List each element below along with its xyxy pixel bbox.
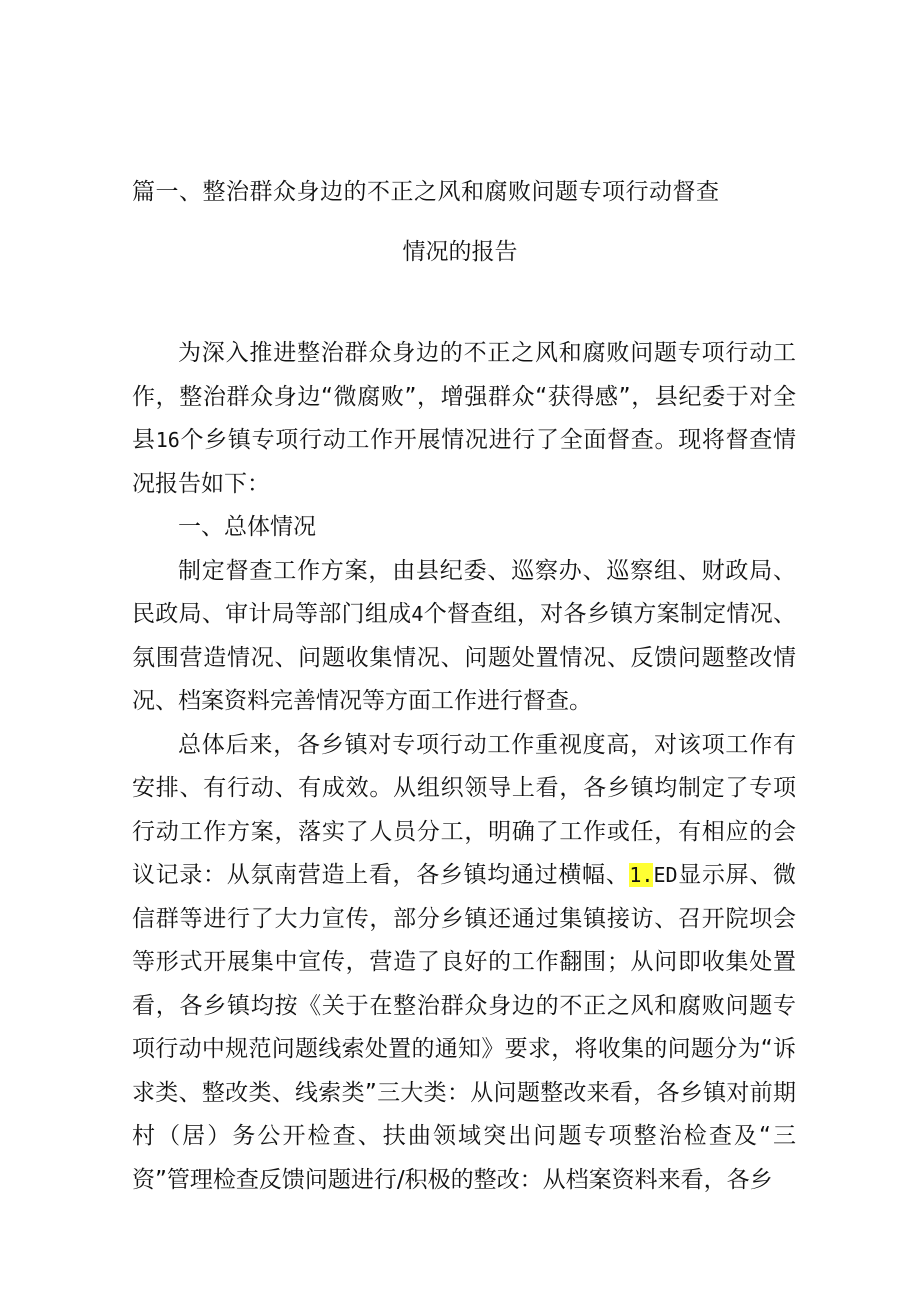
group-count: 4 — [411, 602, 424, 626]
section-heading-overview: 一、总体情况 — [178, 514, 316, 540]
document-title-line-2: 情况的报告 — [402, 239, 518, 265]
plan-paragraph — [132, 550, 796, 724]
highlighted-text: 1. — [629, 863, 654, 887]
intro-text-part-1: 为深入推进整治群众身边的不正之风和腐败问题专项行动工作，整治群众身边“微腐败”，增强群众“获得感”，县纪委于对全县 — [132, 340, 796, 453]
summary-paragraph — [132, 724, 796, 1203]
document-body — [132, 332, 796, 1202]
led-text: ED — [653, 863, 678, 887]
plan-text-part-1: 制定督查工作方案，由县纪委、巡察办、巡察组、财政局、民政局、审计局等部门组成 — [132, 557, 796, 627]
plan-text-part-2: 个督查组，对各乡镇方案制定情况、氛围营造情况、问题收集情况、问题处置情况、反馈问题整改情况、档案资料完善情况等方面工作进行督查。 — [132, 601, 797, 714]
document-title-line-1: 篇一、整治群众身边的不正之风和腐败问题专项行动督查 — [132, 179, 720, 205]
town-count: 16 — [155, 428, 180, 452]
summary-text-part-1: 总体后来，各乡镇对专项行动工作重视度高，对该项工作有安排、有行动、有成效。从组织领导上看，各乡镇均制定了专项行动工作方案，落实了人员分工，明确了工作或任，有相应的会议记录：从氛南营造上看，各乡镇均通过横幅、 — [132, 731, 796, 888]
intro-text-part-2: 个乡镇专项行动工作开展情况进行了全面督查。现将督查情况报告如下： — [132, 427, 797, 497]
summary-text-part-2: 显示屏、微信群等进行了大力宣传，部分乡镇还通过集镇接访、召开院坝会等形式开展集中宣传，营造了良好的工作翻围；从问即收集处置看，各乡镇均按《关于在整治群众身边的不正之风和腐败问题专项行动中规范问题线索处置的通知》要求，将收集的问题分为“诉求类、整改类、线索类”三大类：从问题整改来看，各乡镇对前期村（居）务公开检查、扶曲领域突出问题专项整治检查及“三资”管理检查反馈问题进行/积极的整改：从档案资料来看，各乡 — [132, 862, 797, 1193]
intro-paragraph — [132, 332, 796, 506]
